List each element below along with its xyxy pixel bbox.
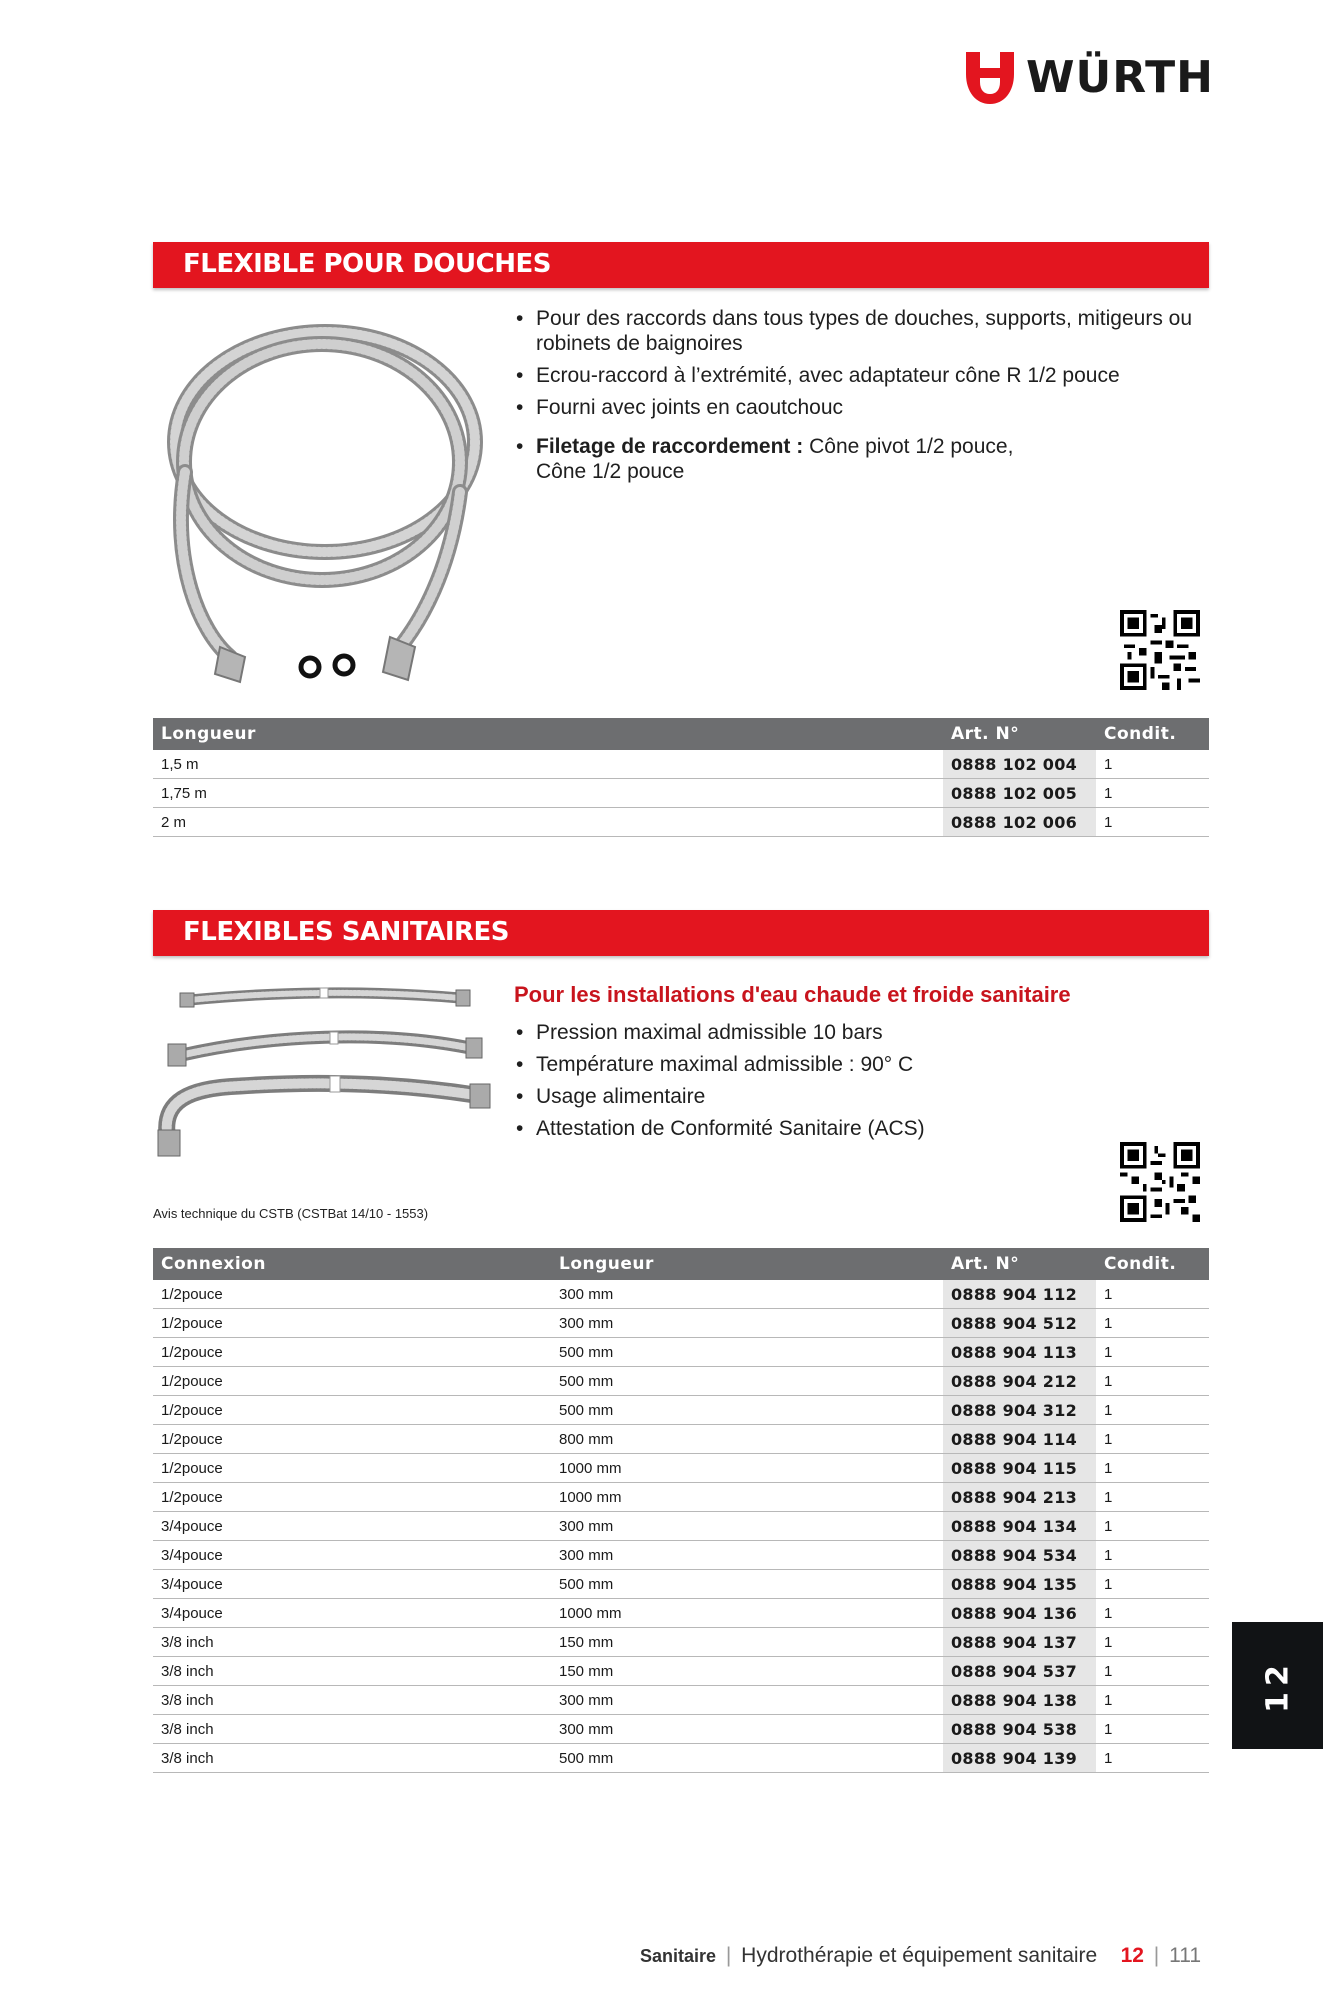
column-header: Art. N° [943, 718, 1096, 750]
feature-item: • Ecrou-raccord à l’extrémité, avec adaptateur cône R 1/2 pouce [516, 363, 1196, 388]
feature-item: • Pression maximal admissible 10 bars [516, 1020, 1176, 1045]
condit-cell: 1 [1096, 750, 1209, 779]
table-row [153, 1367, 1209, 1396]
condit-cell: 1 [1096, 1483, 1209, 1512]
article-number-cell: 0888 904 212 [943, 1367, 1096, 1396]
table-row [153, 1280, 1209, 1309]
connexion-cell: 3/4pouce [153, 1512, 551, 1541]
chapter-number: 12 [1260, 1658, 1295, 1713]
connexion-cell: 1/2pouce [153, 1425, 551, 1454]
table-row [153, 1686, 1209, 1715]
table-row [153, 1657, 1209, 1686]
connexion-cell: 3/8 inch [153, 1715, 551, 1744]
douches-features [516, 306, 1196, 491]
connexion-cell: 1/2pouce [153, 1338, 551, 1367]
condit-cell: 1 [1096, 779, 1209, 808]
sanitary-hoses-image [150, 980, 495, 1165]
qr-code-icon [1120, 610, 1200, 690]
connexion-cell: 3/4pouce [153, 1570, 551, 1599]
article-number-cell: 0888 904 534 [943, 1541, 1096, 1570]
feature-item: • Usage alimentaire [516, 1084, 1176, 1109]
table-row [153, 1425, 1209, 1454]
section-title: FLEXIBLE POUR DOUCHES [183, 249, 551, 279]
table-row [153, 1338, 1209, 1367]
article-number-cell: 0888 904 114 [943, 1425, 1096, 1454]
table-row [153, 1744, 1209, 1773]
article-number-cell: 0888 904 138 [943, 1686, 1096, 1715]
article-number-cell: 0888 904 512 [943, 1309, 1096, 1338]
condit-cell: 1 [1096, 1744, 1209, 1773]
condit-cell: 1 [1096, 1657, 1209, 1686]
cstb-note: Avis technique du CSTB (CSTBat 14/10 - 1553) [153, 1206, 429, 1221]
article-number-cell: 0888 904 137 [943, 1628, 1096, 1657]
feature-item: • Pour des raccords dans tous types de douches, supports, mitigeurs ou robinets de baignoires [516, 306, 1196, 356]
wurth-emblem-icon [966, 52, 1014, 104]
article-number-cell: 0888 904 112 [943, 1280, 1096, 1309]
article-number-cell: 0888 102 004 [943, 750, 1096, 779]
connexion-cell: 3/8 inch [153, 1686, 551, 1715]
feature-item: • Température maximal admissible : 90° C [516, 1052, 1176, 1077]
length-cell: 500 mm [551, 1396, 943, 1425]
length-cell: 1,75 m [153, 779, 943, 808]
length-cell: 300 mm [551, 1686, 943, 1715]
section-subheading: Pour les installations d'eau chaude et froide sanitaire [514, 982, 1071, 1007]
condit-cell: 1 [1096, 1599, 1209, 1628]
length-cell: 1000 mm [551, 1483, 943, 1512]
shower-hose-image [150, 312, 500, 692]
chapter-tab [1232, 1622, 1323, 1749]
footer-chapter: 12 [1120, 1944, 1144, 1967]
table-row [153, 779, 1209, 808]
column-header: Connexion [153, 1248, 551, 1280]
table-row [153, 750, 1209, 779]
connexion-cell: 3/8 inch [153, 1628, 551, 1657]
table-row [153, 1715, 1209, 1744]
article-number-cell: 0888 904 115 [943, 1454, 1096, 1483]
condit-cell: 1 [1096, 1628, 1209, 1657]
brand-name: WÜRTH [1026, 52, 1215, 103]
column-header: Condit. [1096, 718, 1209, 750]
sanitaires-table [153, 1248, 1209, 1773]
footer-separator: | [1153, 1944, 1160, 1967]
length-cell: 500 mm [551, 1338, 943, 1367]
length-cell: 150 mm [551, 1657, 943, 1686]
feature-item: • Attestation de Conformité Sanitaire (ACS) [516, 1116, 1176, 1141]
connexion-cell: 1/2pouce [153, 1483, 551, 1512]
connexion-cell: 3/4pouce [153, 1599, 551, 1628]
condit-cell: 1 [1096, 1367, 1209, 1396]
table-row [153, 1599, 1209, 1628]
table-row [153, 1512, 1209, 1541]
table-row [153, 808, 1209, 837]
article-number-cell: 0888 904 135 [943, 1570, 1096, 1599]
condit-cell: 1 [1096, 1454, 1209, 1483]
condit-cell: 1 [1096, 1686, 1209, 1715]
column-header: Art. N° [943, 1248, 1096, 1280]
length-cell: 1000 mm [551, 1454, 943, 1483]
length-cell: 2 m [153, 808, 943, 837]
condit-cell: 1 [1096, 1570, 1209, 1599]
length-cell: 300 mm [551, 1512, 943, 1541]
thread-value: Cône pivot 1/2 pouce, Cône 1/2 pouce [536, 435, 1014, 483]
thread-label: Filetage de raccordement : [536, 435, 804, 458]
condit-cell: 1 [1096, 1396, 1209, 1425]
connexion-cell: 1/2pouce [153, 1309, 551, 1338]
table-row [153, 1454, 1209, 1483]
length-cell: 300 mm [551, 1309, 943, 1338]
article-number-cell: 0888 904 134 [943, 1512, 1096, 1541]
connexion-cell: 1/2pouce [153, 1454, 551, 1483]
length-cell: 500 mm [551, 1367, 943, 1396]
section-banner-sanitaires [153, 910, 1209, 956]
length-cell: 150 mm [551, 1628, 943, 1657]
table-row [153, 1628, 1209, 1657]
column-header: Condit. [1096, 1248, 1209, 1280]
section-title: FLEXIBLES SANITAIRES [183, 917, 510, 947]
article-number-cell: 0888 904 537 [943, 1657, 1096, 1686]
length-cell: 1000 mm [551, 1599, 943, 1628]
connexion-cell: 3/8 inch [153, 1744, 551, 1773]
length-cell: 300 mm [551, 1541, 943, 1570]
length-cell: 500 mm [551, 1744, 943, 1773]
page-number: 111 [1169, 1944, 1201, 1967]
condit-cell: 1 [1096, 1309, 1209, 1338]
article-number-cell: 0888 904 538 [943, 1715, 1096, 1744]
qr-code-icon [1120, 1142, 1200, 1222]
table-row [153, 1541, 1209, 1570]
table-row [153, 1483, 1209, 1512]
condit-cell: 1 [1096, 808, 1209, 837]
connexion-cell: 1/2pouce [153, 1367, 551, 1396]
table-row [153, 1396, 1209, 1425]
article-number-cell: 0888 904 113 [943, 1338, 1096, 1367]
article-number-cell: 0888 904 136 [943, 1599, 1096, 1628]
article-number-cell: 0888 102 005 [943, 779, 1096, 808]
thread-feature [516, 434, 1056, 484]
connexion-cell: 1/2pouce [153, 1280, 551, 1309]
condit-cell: 1 [1096, 1425, 1209, 1454]
footer-subtitle: Hydrothérapie et équipement sanitaire [741, 1944, 1098, 1967]
column-header: Longueur [551, 1248, 943, 1280]
table-row [153, 1570, 1209, 1599]
connexion-cell: 3/8 inch [153, 1657, 551, 1686]
condit-cell: 1 [1096, 1715, 1209, 1744]
length-cell: 300 mm [551, 1715, 943, 1744]
douches-table [153, 718, 1209, 837]
article-number-cell: 0888 904 139 [943, 1744, 1096, 1773]
footer-separator: | [725, 1944, 732, 1967]
condit-cell: 1 [1096, 1338, 1209, 1367]
column-header: Longueur [153, 718, 943, 750]
table-row [153, 1309, 1209, 1338]
condit-cell: 1 [1096, 1541, 1209, 1570]
length-cell: 1,5 m [153, 750, 943, 779]
condit-cell: 1 [1096, 1280, 1209, 1309]
article-number-cell: 0888 102 006 [943, 808, 1096, 837]
article-number-cell: 0888 904 213 [943, 1483, 1096, 1512]
connexion-cell: 1/2pouce [153, 1396, 551, 1425]
wurth-logo [966, 52, 1214, 104]
condit-cell: 1 [1096, 1512, 1209, 1541]
article-number-cell: 0888 904 312 [943, 1396, 1096, 1425]
length-cell: 500 mm [551, 1570, 943, 1599]
sanitaires-features [516, 1020, 1176, 1148]
feature-item: • Fourni avec joints en caoutchouc [516, 395, 1196, 420]
page-footer [640, 1944, 1201, 1968]
connexion-cell: 3/4pouce [153, 1541, 551, 1570]
footer-section: Sanitaire [639, 1946, 717, 1966]
section-banner-douches [153, 242, 1209, 288]
length-cell: 800 mm [551, 1425, 943, 1454]
length-cell: 300 mm [551, 1280, 943, 1309]
